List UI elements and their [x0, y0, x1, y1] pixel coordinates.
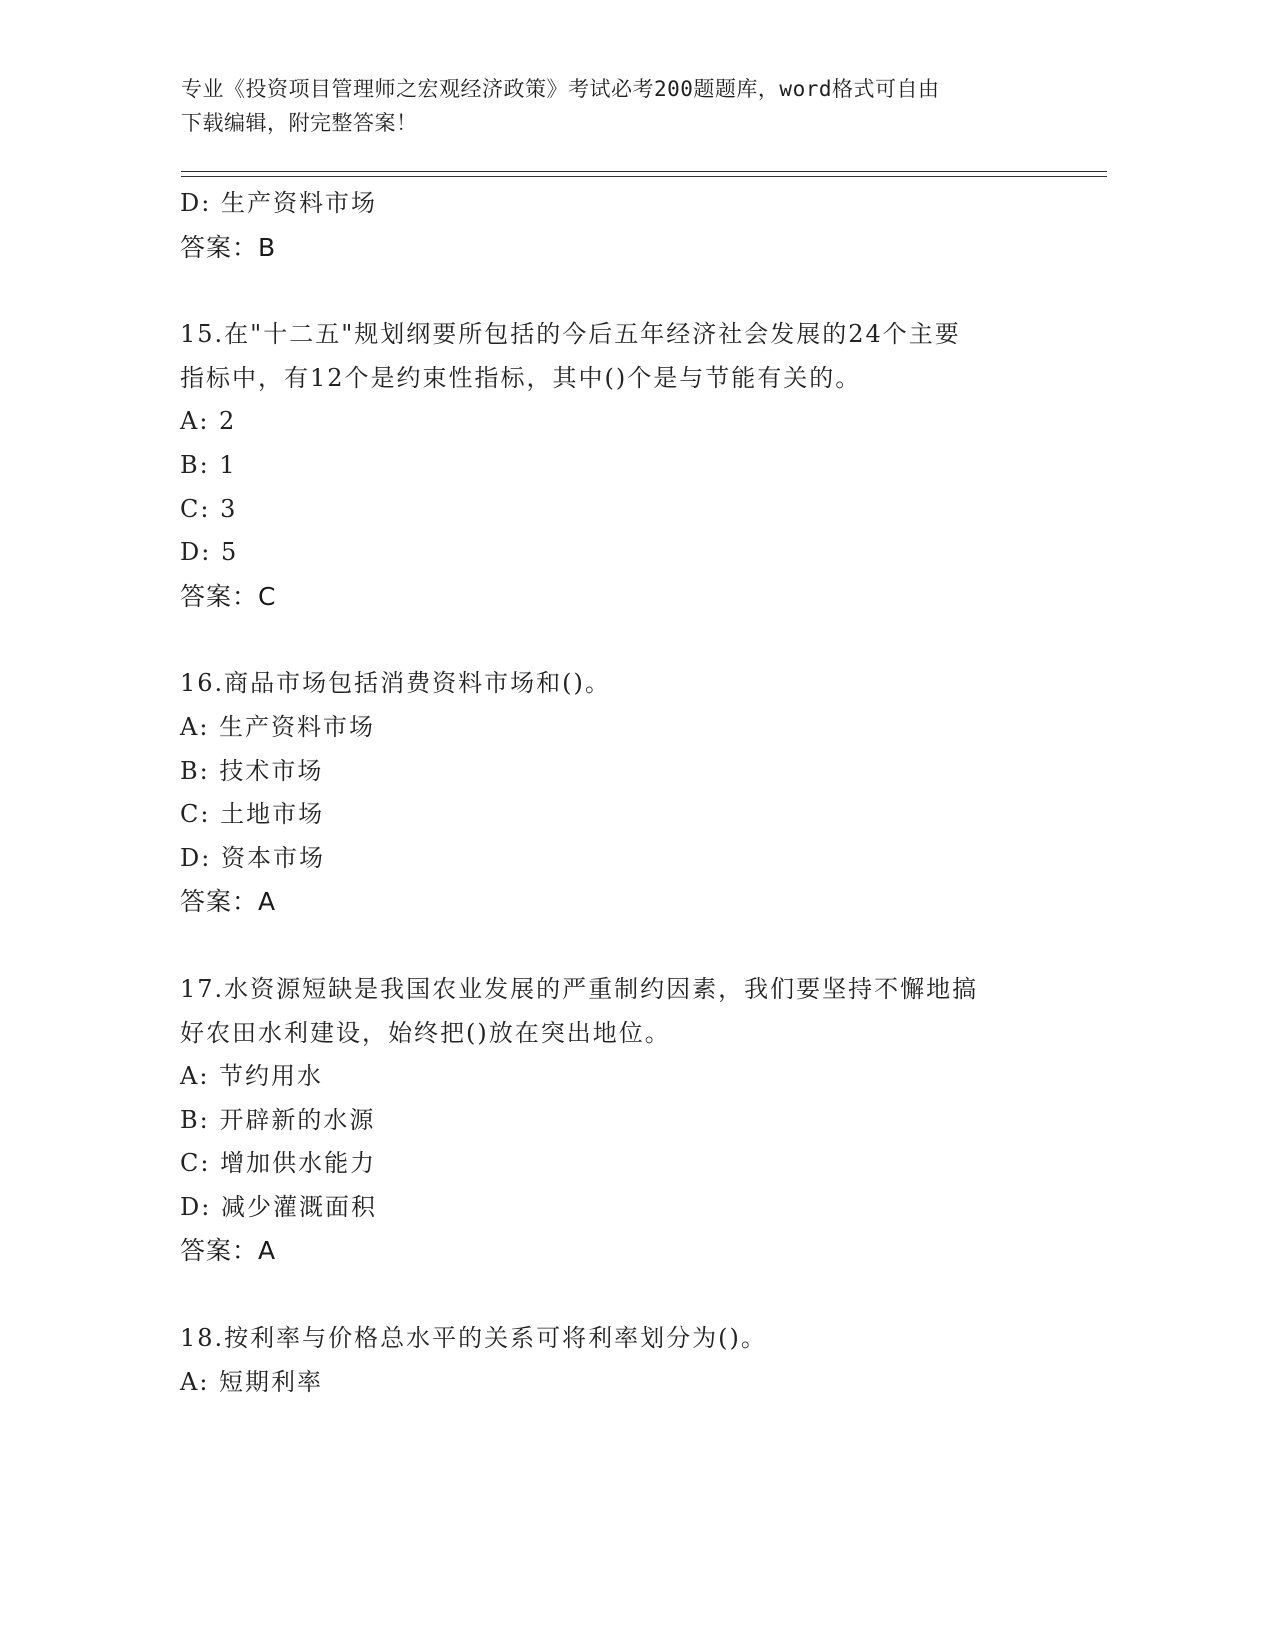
- question-stem: 17.水资源短缺是我国农业发展的严重制约因素，我们要坚持不懈地搞: [180, 974, 979, 1003]
- option-a: A: 节约用水: [180, 1062, 324, 1091]
- option-d: D: 减少灌溉面积: [180, 1192, 377, 1221]
- option-b: B: 开辟新的水源: [180, 1105, 376, 1134]
- answer-line: 答案：A: [180, 887, 277, 917]
- question-list: [180, 182, 1060, 1404]
- question-stem: 16.商品市场包括消费资料市场和()。: [180, 669, 611, 698]
- question-16: [180, 662, 1060, 924]
- answer-line: 答案：C: [180, 581, 277, 611]
- option-d: D: 资本市场: [180, 843, 325, 872]
- question-stem: 18.按利率与价格总水平的关系可将利率划分为()。: [180, 1324, 767, 1353]
- spacer: [180, 924, 1060, 968]
- question-15: [180, 313, 1060, 618]
- answer-line: 答案：B: [180, 232, 277, 262]
- header-line-1: 专业《投资项目管理师之宏观经济政策》考试必考200题题库，word格式可自由: [181, 77, 940, 101]
- header-divider-bottom: [181, 176, 1107, 177]
- question-stem-continued: 指标中，有12个是约束性指标，其中()个是与节能有关的。: [180, 363, 862, 392]
- question-stem-continued: 好农田水利建设，始终把()放在突出地位。: [180, 1018, 671, 1047]
- option-c: C: 土地市场: [180, 800, 325, 829]
- option-a: A: 生产资料市场: [180, 712, 376, 741]
- option-a: A: 短期利率: [180, 1367, 324, 1396]
- header-line-2: 下载编辑，附完整答案！: [181, 111, 418, 135]
- spacer: [180, 618, 1060, 662]
- question-stem: 15.在"十二五"规划纲要所包括的今后五年经济社会发展的24个主要: [180, 320, 961, 349]
- option-a: A: 2: [180, 407, 237, 436]
- spacer: [180, 269, 1060, 313]
- option-d: D: 5: [180, 538, 239, 567]
- question-17: [180, 968, 1060, 1273]
- question-18: [180, 1317, 1060, 1404]
- option-b: B: 技术市场: [180, 756, 324, 785]
- option-b: B: 1: [180, 450, 237, 479]
- answer-line: 答案：A: [180, 1236, 277, 1266]
- header-divider-top: [181, 171, 1107, 172]
- option-c: C: 增加供水能力: [180, 1149, 377, 1178]
- document-header: [181, 72, 1041, 140]
- option-c: C: 3: [180, 494, 238, 523]
- spacer: [180, 1273, 1060, 1317]
- option-d: D: 生产资料市场: [180, 189, 377, 217]
